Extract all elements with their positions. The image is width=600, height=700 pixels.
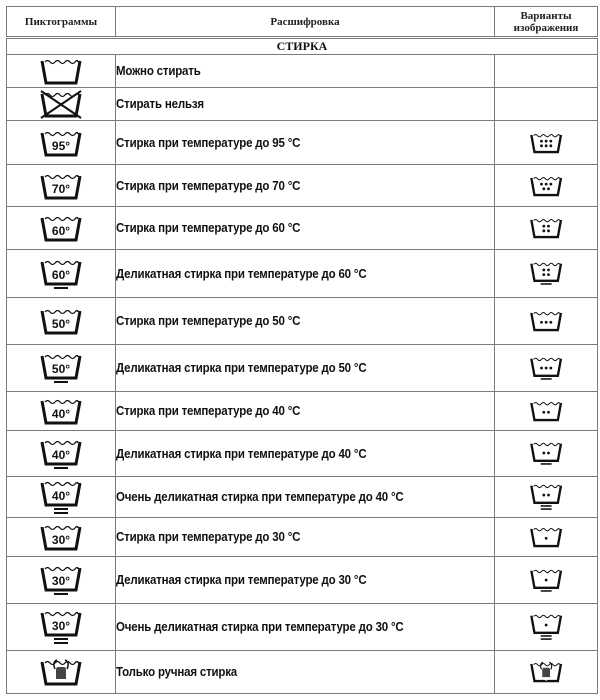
- svg-text:40°: 40°: [51, 407, 71, 421]
- description-text: Деликатная стирка при температуре до 60 °С: [116, 266, 367, 281]
- description-text: Деликатная стирка при температуре до 40 °С: [116, 446, 367, 461]
- header-pictograms: Пиктограммы: [7, 7, 116, 38]
- delicate-wash-40-icon: [7, 436, 115, 472]
- description-text: Стирать нельзя: [116, 97, 204, 111]
- svg-text:40°: 40°: [51, 489, 71, 503]
- description-cell: [116, 88, 495, 121]
- description-text: Деликатная стирка при температуре до 30 °С: [116, 573, 367, 587]
- hand-wash-variant-icon: [495, 660, 597, 683]
- variant-cell: [495, 604, 598, 651]
- wash-30-icon: [7, 522, 115, 552]
- variant-cell: [495, 250, 598, 298]
- wash-3-dots-icon: [495, 309, 597, 332]
- variant-cell: [495, 121, 598, 165]
- description-text: Деликатная стирка при температуре до 50 °С: [116, 361, 367, 375]
- description-cell: [116, 55, 495, 88]
- wash-50-icon: [7, 306, 115, 336]
- description-cell: [116, 651, 495, 694]
- table-row: [7, 518, 598, 557]
- wash-60-icon: [7, 213, 115, 243]
- description-text: Можно стирать: [116, 64, 201, 78]
- svg-text:50°: 50°: [51, 362, 71, 376]
- delicate-wash-2-dots-icon: [495, 439, 597, 467]
- svg-text:70°: 70°: [51, 181, 71, 196]
- table-row: [7, 392, 598, 431]
- variant-cell: [495, 651, 598, 694]
- description-cell: [116, 250, 495, 298]
- pictogram-cell: [7, 55, 116, 88]
- table-row: [7, 88, 598, 121]
- pictogram-cell: [7, 88, 116, 121]
- table-row: [7, 651, 598, 694]
- description-text: Стирка при температуре до 95 °С: [116, 135, 301, 150]
- variant-cell: [495, 392, 598, 431]
- pictogram-cell: [7, 604, 116, 651]
- delicate-wash-50-icon: [7, 350, 115, 386]
- description-text: Стирка при температуре до 60 °С: [116, 221, 301, 235]
- pictogram-cell: [7, 518, 116, 557]
- very-delicate-wash-2-dots-icon: [495, 481, 597, 512]
- description-text: Стирка при температуре до 50 °С: [116, 314, 301, 328]
- pictogram-cell: [7, 477, 116, 518]
- pictogram-cell: [7, 207, 116, 250]
- description-cell: [116, 207, 495, 250]
- svg-text:95°: 95°: [51, 138, 71, 153]
- variant-cell: [495, 345, 598, 392]
- header-variants: Варианты изображения: [495, 7, 598, 38]
- delicate-wash-4-dots-icon: [495, 259, 597, 287]
- delicate-wash-3-dots-icon: [495, 354, 597, 382]
- pictogram-cell: [7, 557, 116, 604]
- svg-text:30°: 30°: [51, 619, 71, 633]
- description-cell: [116, 557, 495, 604]
- table-row: [7, 477, 598, 518]
- description-text: Очень деликатная стирка при температуре до 40 °С: [116, 490, 404, 504]
- description-text: Стирка при температуре до 70 °С: [116, 178, 301, 193]
- description-text: Очень деликатная стирка при температуре до 30 °С: [116, 620, 404, 634]
- wash-1-dot-icon: [495, 525, 597, 548]
- table-row: [7, 298, 598, 345]
- description-cell: [116, 121, 495, 165]
- variant-cell: [495, 88, 598, 121]
- pictogram-cell: [7, 298, 116, 345]
- table-row: [7, 250, 598, 298]
- wash-6-dots-icon: [495, 131, 597, 154]
- table-row: [7, 431, 598, 477]
- pictogram-cell: [7, 250, 116, 298]
- section-title: СТИРКА: [7, 38, 598, 55]
- wash-tub-icon: [7, 56, 115, 86]
- wash-95-icon: [7, 128, 115, 158]
- delicate-wash-30-icon: [7, 562, 115, 598]
- variant-cell: [495, 518, 598, 557]
- description-text: Только ручная стирка: [116, 665, 238, 679]
- pictogram-cell: [7, 651, 116, 694]
- svg-text:60°: 60°: [51, 267, 71, 282]
- description-text: Стирка при температуре до 30 °С: [116, 530, 301, 544]
- care-symbols-table: [6, 6, 598, 694]
- section-row: [7, 38, 598, 55]
- svg-text:50°: 50°: [51, 317, 71, 331]
- svg-text:40°: 40°: [51, 447, 71, 462]
- variant-cell: [495, 165, 598, 207]
- variant-cell: [495, 477, 598, 518]
- pictogram-cell: [7, 165, 116, 207]
- wash-40-icon: [7, 396, 115, 426]
- description-cell: [116, 431, 495, 477]
- very-delicate-wash-40-icon: [7, 477, 115, 517]
- table-row: [7, 557, 598, 604]
- table-row: [7, 55, 598, 88]
- very-delicate-wash-30-icon: [7, 607, 115, 647]
- header-row: [7, 7, 598, 38]
- description-cell: [116, 345, 495, 392]
- variant-cell: [495, 298, 598, 345]
- wash-70-icon: [7, 171, 115, 201]
- do-not-wash-icon: [7, 89, 115, 119]
- wash-4-dots-icon: [495, 216, 597, 239]
- delicate-wash-1-dot-icon: [495, 566, 597, 594]
- description-cell: [116, 477, 495, 518]
- variant-cell: [495, 431, 598, 477]
- wash-5-dots-icon: [495, 174, 597, 197]
- description-cell: [116, 392, 495, 431]
- pictogram-cell: [7, 345, 116, 392]
- pictogram-cell: [7, 431, 116, 477]
- pictogram-cell: [7, 121, 116, 165]
- table-row: [7, 345, 598, 392]
- svg-text:30°: 30°: [51, 574, 71, 588]
- wash-2-dots-icon: [495, 399, 597, 422]
- svg-text:30°: 30°: [51, 533, 71, 547]
- variant-cell: [495, 55, 598, 88]
- table-row: [7, 121, 598, 165]
- header-decoding: Расшифровка: [116, 7, 495, 38]
- description-cell: [116, 298, 495, 345]
- variant-cell: [495, 557, 598, 604]
- variant-cell: [495, 207, 598, 250]
- description-cell: [116, 518, 495, 557]
- description-cell: [116, 165, 495, 207]
- description-text: Стирка при температуре до 40 °С: [116, 404, 301, 418]
- pictogram-cell: [7, 392, 116, 431]
- svg-text:60°: 60°: [51, 224, 71, 238]
- table-row: [7, 207, 598, 250]
- table-row: [7, 604, 598, 651]
- hand-wash-icon: [7, 657, 115, 687]
- delicate-wash-60-icon: [7, 256, 115, 292]
- very-delicate-wash-1-dot-icon: [495, 611, 597, 642]
- table-row: [7, 165, 598, 207]
- description-cell: [116, 604, 495, 651]
